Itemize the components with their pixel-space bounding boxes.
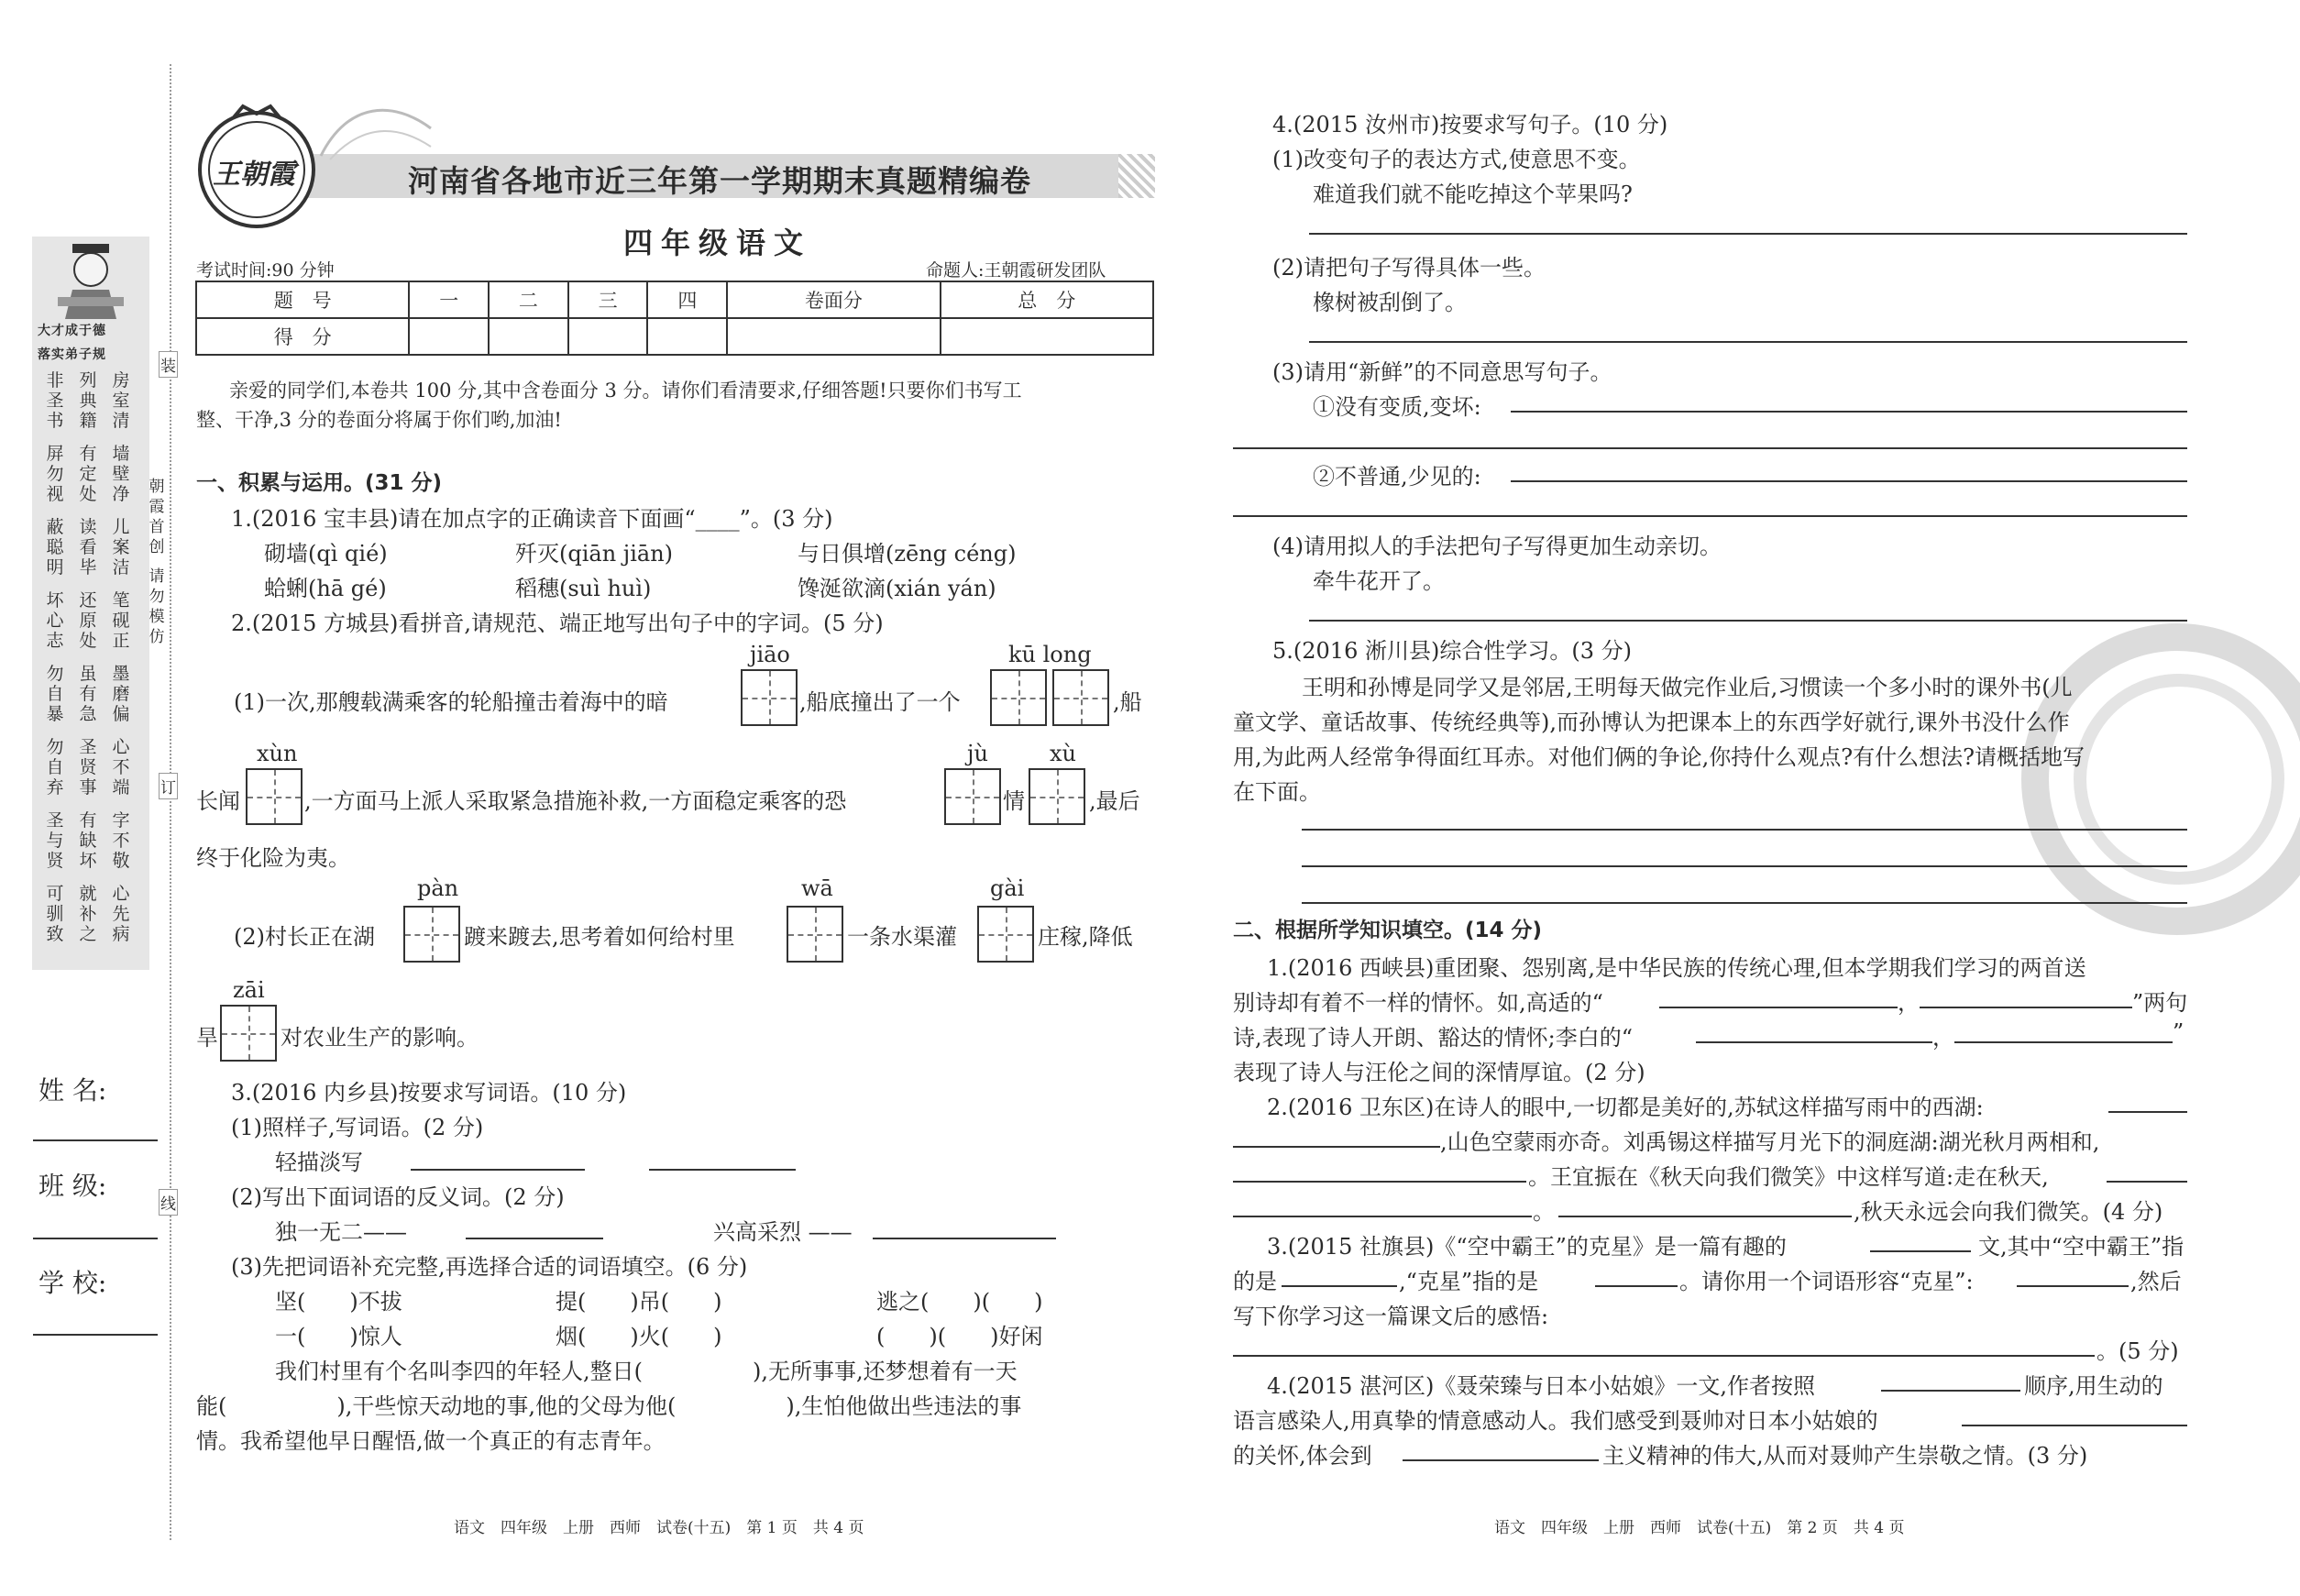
score-header-cell: 题 号 [196,281,409,318]
b3-text: ,然后 [2130,1269,2182,1294]
blank-line[interactable] [1558,1216,1852,1217]
logo-text: 王朝霞 [213,159,295,191]
blank-line[interactable] [1659,1007,1898,1008]
motto-column: 可驯致 [46,884,64,944]
q5-paragraph: 王明和孙博是同学又是邻居,王明每天做完作业后,习惯读一个多小时的课外书(儿 [1302,675,2073,700]
b4-text: 4.(2015 湛河区)《聂荣臻与日本小姑娘》一文,作者按照 [1267,1373,1815,1399]
motto-column: 墨磨偏 [112,664,130,724]
name-label: 姓 名: [39,1075,107,1106]
answer-line[interactable] [1302,865,2187,867]
score-cell[interactable] [489,318,568,355]
q1-prompt: 1.(2016 宝丰县)请在加点字的正确读音下面画“____”。(3 分) [231,506,833,532]
binding-line [170,64,171,1540]
blank-line[interactable] [1954,1041,2173,1043]
q2-line5: 旱 [196,1025,218,1051]
q1-item: 与日俱增(zēng céng) [798,541,1017,567]
score-header-row [196,281,1153,318]
motto-column: 屏勿视 [46,444,64,504]
b2-text: 。王宜振在《秋天向我们微笑》中这样写道:走在秋天, [1528,1164,2049,1190]
q1-item: 砌墙(qì qié) [264,541,388,567]
b2-text: 。 [1533,1199,1555,1225]
blank-line[interactable] [1696,1041,1932,1043]
b1-text: 1.(2016 西峡县)重团聚、怨别离,是中华民族的传统心理,但本学期我们学习的两首送 [1267,955,2086,981]
q4d-sentence: 牵牛花开了。 [1313,568,1445,594]
score-header-cell: 四 [647,281,727,318]
q4-prompt: 4.(2015 汝州市)按要求写句子。(10 分) [1272,112,1668,138]
q3-paragraph: 能( ),干些惊天动地的事,他的父母为他( ),生怕他做出些违法的事 [196,1393,1022,1419]
score-cell[interactable] [409,318,489,355]
char-box[interactable] [403,906,460,963]
q3c-item: 烟( )火( ) [556,1324,722,1349]
motto-column: 坏心志 [46,590,64,651]
blank-line[interactable] [1870,1250,1971,1252]
q3a-example: 轻描淡写 [275,1150,363,1175]
motto-banner-2: 落实弟子规 [38,347,106,362]
blank-line[interactable] [1595,1285,1678,1287]
b1-text: 别诗却有着不一样的情怀。如,高适的“ [1233,990,1603,1016]
b3-text: 。请你用一个词语形容“克星”: [1679,1269,1974,1294]
answer-line[interactable] [649,1169,796,1171]
header-banner-dots [1118,154,1155,198]
q5-paragraph: 童文学、童话故事、传统经典等),而孙博认为把课本上的东西学好就行,课外书没什么作 [1233,710,2070,735]
answer-line[interactable] [1511,480,2187,482]
q5-prompt: 5.(2016 淅川县)综合性学习。(3 分) [1272,638,1632,664]
name-field[interactable] [33,1139,158,1141]
blank-line[interactable] [1233,1355,2095,1357]
b1-text: ， [1932,1025,1954,1051]
char-box[interactable] [1029,768,1085,825]
q4b-prompt: (2)请把句子写得具体一些。 [1272,255,1546,281]
q1-item: 馋涎欲滴(xián yán) [798,576,996,601]
q2-line2: ,最后 [1089,788,1140,814]
section-1-heading: 一、积累与运用。(31 分) [196,471,443,495]
motto-column: 就补之 [79,884,97,944]
blank-line[interactable] [1881,1390,2020,1392]
score-header-cell: 二 [489,281,568,318]
score-header-cell: 三 [568,281,648,318]
motto-column: 圣与贤 [46,810,64,871]
motto-column: 圣贤事 [79,737,97,798]
q1-item: 蛤蜊(hā gé) [264,576,387,601]
char-box[interactable] [220,1005,277,1062]
answer-line[interactable] [466,1238,603,1239]
b3-text: 文,其中“空中霸王”指 [1978,1234,2184,1260]
b3-text: 3.(2015 社旗县)《“空中霸王”的克星》是一篇有趣的 [1267,1234,1787,1260]
school-field[interactable] [33,1334,158,1336]
b1-text: 表现了诗人与汪伦之间的深情厚谊。(2 分) [1233,1060,1645,1085]
pinyin-label: xùn [257,741,298,766]
b4-text: 语言感染人,用真挚的情意感动人。我们感受到聂帅对日本小姑娘的 [1233,1408,1878,1434]
b2-text: ,秋天永远会向我们微笑。(4 分) [1854,1199,2163,1225]
score-header-cell: 卷面分 [727,281,940,318]
q1-item: 歼灭(qiān jiān) [515,541,674,567]
q3-paragraph: 情。我希望他早日醒悟,做一个真正的有志青年。 [196,1428,666,1454]
watermark-seal-inner [2074,674,2284,885]
exam-author: 命题人:王朝霞研发团队 [926,260,1106,281]
pinyin-label: jiāo [750,642,790,667]
motto-column: 心不端 [112,737,130,798]
blank-line[interactable] [1962,1425,2187,1426]
q4a-prompt: (1)改变句子的表达方式,使意思不变。 [1272,147,1641,172]
q3c-prompt: (3)先把词语补充完整,再选择合适的词语填空。(6 分) [231,1254,748,1280]
notice-2: 请勿模仿 [149,567,165,646]
motto-panel [32,237,149,970]
blank-line[interactable] [2017,1285,2129,1287]
pinyin-label: gài [990,875,1025,901]
pinyin-label: xù [1050,741,1076,766]
logo-ribbon-icon [312,92,440,165]
q3c-item: 提( )吊( ) [556,1289,722,1315]
answer-line[interactable] [1309,620,2187,622]
scholar-icon [32,237,149,319]
q4c-item-1: ①没有变质,变坏: [1313,394,1481,420]
b3-text: 写下你学习这一篇课文后的感悟: [1233,1304,1549,1329]
blank-line[interactable] [1233,1146,1440,1148]
score-cell[interactable] [727,318,940,355]
b3-text: 的是 [1233,1269,1277,1294]
q2-line1: ,船 [1113,689,1142,715]
pinyin-label: wā [801,875,833,901]
pinyin-label: jù [967,741,988,766]
answer-line[interactable] [1233,447,2187,449]
char-box[interactable] [1052,669,1109,726]
motto-column: 勿自暴 [46,664,64,724]
school-label: 学 校: [39,1268,107,1298]
b1-text: ， [1898,990,1920,1016]
b1-text: ”两句 [2132,990,2188,1016]
score-value-row [196,318,1153,355]
blank-line[interactable] [1282,1285,1397,1287]
motto-column: 儿案洁 [112,517,130,578]
q4a-sentence: 难道我们就不能吃掉这个苹果吗? [1313,182,1633,207]
q3-prompt: 3.(2016 内乡县)按要求写词语。(10 分) [231,1080,627,1106]
motto-column: 列典籍 [79,370,97,431]
char-box[interactable] [246,768,303,825]
q5-paragraph: 在下面。 [1233,779,1321,805]
q3c-item: 一( )惊人 [275,1324,402,1349]
section-2-heading: 二、根据所学知识填空。(14 分) [1233,919,1543,942]
answer-line[interactable] [1511,411,2187,413]
q2-line2: 情 [1003,788,1025,814]
q3c-item: 逃之( )( ) [876,1289,1043,1315]
b4-text: 的关怀,体会到 [1233,1443,1372,1469]
q2-line2: ,一方面马上派人采取紧急措施补救,一方面稳定乘客的恐 [304,788,847,814]
q2-line5: 对农业生产的影响。 [281,1025,479,1051]
page-footer-2: 语文 四年级 上册 西师 试卷(十五) 第 2 页 共 4 页 [1494,1519,1905,1537]
char-box[interactable] [990,669,1047,726]
q2-line4: 庄稼,降低 [1038,924,1133,950]
motto-column: 字不敬 [112,810,130,871]
blank-line[interactable] [1920,1007,2132,1008]
b2-text: 2.(2016 卫东区)在诗人的眼中,一切都是美好的,苏轼这样描写雨中的西湖: [1267,1095,1984,1120]
q1-item: 稻穗(suì huì) [515,576,652,601]
pinyin-label: pàn [417,875,459,901]
q2-line4: 踱来踱去,思考着如何给村里 [464,924,735,950]
char-box[interactable] [944,768,1001,825]
char-box[interactable] [787,906,843,963]
answer-line[interactable] [1309,341,2187,343]
q2-line3: 终于化险为夷。 [196,845,350,871]
exam-title: 河南省各地市近三年第一学期期末真题精编卷 [408,163,1031,199]
q4c-item-2: ②不普通,少见的: [1313,464,1481,490]
score-label: 得 分 [196,318,409,355]
answer-line[interactable] [1233,515,2187,517]
page-footer-1: 语文 四年级 上册 西师 试卷(十五) 第 1 页 共 4 页 [454,1519,864,1537]
pinyin-label: kū long [1008,642,1092,667]
motto-column: 笔砚正 [112,590,130,651]
q3-paragraph: 我们村里有个名叫李四的年轻人,整日( ),无所事事,还梦想着有一天 [275,1359,1018,1384]
intro-line-1: 亲爱的同学们,本卷共 100 分,其中含卷面分 3 分。请你们看清要求,仔细答题!只要你们书写工 [229,380,1022,402]
q2-line1: ,船底撞出了一个 [799,689,961,715]
score-cell[interactable] [941,318,1153,355]
subject-title: 四年级语文 [623,226,812,260]
q3a-prompt: (1)照样子,写词语。(2 分) [231,1115,484,1140]
motto-column: 心先病 [112,884,130,944]
b1-text: ” [2173,1019,2184,1045]
motto-column: 蔽聪明 [46,517,64,578]
motto-column: 有定处 [79,444,97,504]
motto-column: 非圣书 [46,370,64,431]
score-cell[interactable] [568,318,648,355]
answer-line[interactable] [1302,829,2187,831]
b1-text: 诗,表现了诗人开朗、豁达的情怀;李白的“ [1233,1025,1633,1051]
char-box[interactable] [741,669,798,726]
binding-mark-1: 装 [159,351,178,378]
exam-time: 考试时间:90 分钟 [196,260,335,281]
q3c-item: 坚( )不拔 [275,1289,402,1315]
b2-text: ,山色空蒙雨亦奇。刘禹锡这样描写月光下的洞庭湖:湖光秋月两相和, [1440,1129,2100,1155]
score-header-cell: 一 [409,281,489,318]
class-label: 班 级: [39,1171,107,1201]
answer-line[interactable] [411,1169,585,1171]
b4-text: 主义精神的伟大,从而对聂帅产生崇敬之情。(3 分) [1602,1443,2088,1469]
score-cell[interactable] [647,318,727,355]
blank-line[interactable] [1403,1459,1599,1461]
q4b-sentence: 橡树被刮倒了。 [1313,290,1467,315]
intro-line-2: 整、干净,3 分的卷面分将属于你们哟,加油! [196,409,562,431]
q5-paragraph: 用,为此两人经常争得面红耳赤。对他们俩的争论,你持什么观点?有什么想法?请概括地写 [1233,744,2085,770]
binding-mark-2: 订 [159,773,178,799]
char-box[interactable] [977,906,1034,963]
motto-banner-1: 大才成于德 [38,324,106,338]
b3-text: 。(5 分) [2096,1338,2179,1364]
q2-prompt: 2.(2015 方城县)看拼音,请规范、端正地写出句子中的字词。(5 分) [231,611,884,636]
q3b-prompt: (2)写出下面词语的反义词。(2 分) [231,1184,565,1210]
pinyin-label: zāi [233,977,265,1003]
motto-column: 虽有急 [79,664,97,724]
q2-line1: (1)一次,那艘载满乘客的轮船撞击着海中的暗 [234,689,668,715]
notice-1: 朝霞首创 [149,478,165,556]
answer-line[interactable] [1309,233,2187,235]
q2-line4: (2)村长正在湖 [234,924,375,950]
blank-line[interactable] [1233,1181,1526,1183]
q3b-item: 独一无二—— [275,1219,407,1245]
answer-line[interactable] [1302,902,2187,904]
blank-line[interactable] [2108,1111,2187,1113]
motto-column: 有缺坏 [79,810,97,871]
answer-line[interactable] [873,1238,1056,1239]
motto-column: 勿自弃 [46,737,64,798]
q2-line4: 一条水渠灌 [847,924,957,950]
binding-mark-3: 线 [159,1189,178,1216]
motto-column: 房室清 [112,370,130,431]
blank-line[interactable] [2107,1181,2187,1183]
score-header-cell: 总 分 [941,281,1153,318]
motto-column: 读看毕 [79,517,97,578]
motto-column: 还原处 [79,590,97,651]
q3b-item: 兴高采烈 —— [713,1219,853,1245]
score-table [195,281,1154,356]
class-field[interactable] [33,1238,158,1239]
q4c-prompt: (3)请用“新鲜”的不同意思写句子。 [1272,359,1612,385]
q4d-prompt: (4)请用拟人的手法把句子写得更加生动亲切。 [1272,534,1722,559]
motto-column: 墙壁净 [112,444,130,504]
b3-text: ,“克星”指的是 [1399,1269,1539,1294]
b4-text: 顺序,用生动的 [2024,1373,2163,1399]
q3c-item: ( )( )好闲 [876,1324,1043,1349]
q2-line2: 长闻 [196,788,240,814]
blank-line[interactable] [1233,1216,1532,1217]
